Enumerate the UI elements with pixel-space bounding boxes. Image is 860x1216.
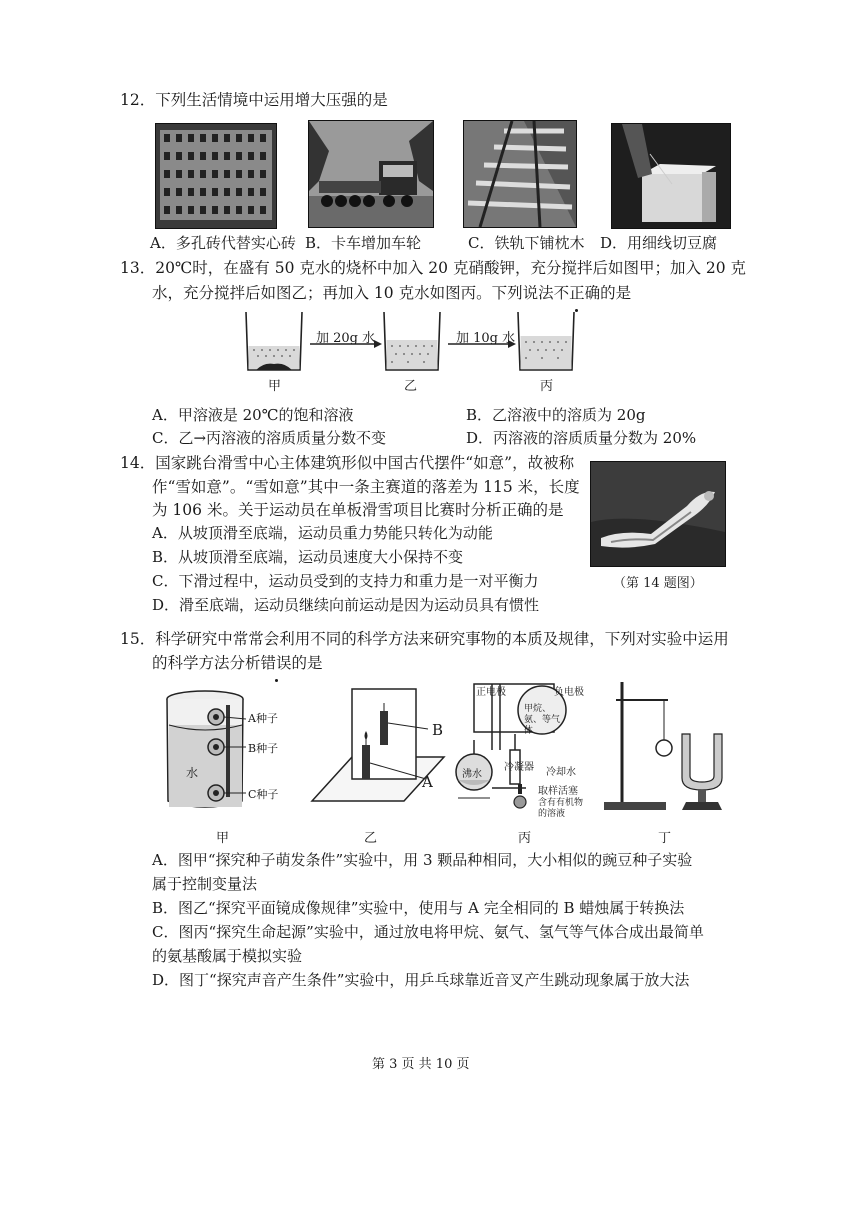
q13-option-b: B．乙溶液中的溶质为 20g xyxy=(466,406,646,424)
fig-jia-seed-beaker xyxy=(160,685,260,815)
q15-stem-text-b: 的是 xyxy=(291,654,323,672)
q13-beaker-bing-label: 丙 xyxy=(540,379,554,394)
q14-option-b: B．从坡顶滑至底端，运动员速度大小保持不变 xyxy=(152,548,464,566)
page-footer: 第 3 页 共 10 页 xyxy=(372,1057,470,1072)
fig-yi-caption: 乙 xyxy=(364,831,378,846)
fig-bing-valve-label: 取样活塞 xyxy=(538,786,578,797)
q13-stem-line1: 13．20℃时，在盛有 50 克水的烧杯中加入 20 克硝酸钾，充分搅拌后如图甲；加入 20 克 xyxy=(120,259,747,277)
q12-option-d: D．用细线切豆腐 xyxy=(600,234,718,252)
q15-stem-line1: 15．科学研究中常常会利用不同的科学方法来研究事物的本质及规律，下列对实验中运用 xyxy=(120,630,729,648)
q14-stem-line3: 为 106 米。关于运动员在单板滑雪项目比赛时分析正确的是 xyxy=(152,501,564,519)
fig-yi-label-b: B xyxy=(432,721,444,739)
q13-option-a: A．甲溶液是 20℃的饱和溶液 xyxy=(152,406,354,424)
q15-option-d: D．图丁“探究声音产生条件”实验中，用乒乓球靠近音叉产生跳动现象属于放大法 xyxy=(152,971,690,989)
q13-stem-text-b: 的是 xyxy=(600,284,632,302)
q13-emphasis: 不正确 xyxy=(554,281,601,306)
q13-beaker-jia-label: 甲 xyxy=(268,379,282,394)
q15-option-a-line1: A．图甲“探究种子萌发条件”实验中，用 3 颗品种相同，大小相似的豌豆种子实验 xyxy=(152,851,693,869)
q15-stem-line2 xyxy=(152,651,323,676)
fig-jia-water-label: 水 xyxy=(186,766,199,780)
q13-stem-text-a: 水，充分搅拌后如图乙；再加入 10 克水如图丙。下列说法 xyxy=(152,284,554,302)
q14-option-a: A．从坡顶滑至底端，运动员重力势能只转化为动能 xyxy=(152,524,493,542)
q12-option-b: B．卡车增加车轮 xyxy=(305,234,422,252)
q13-arrow1-label: 加 20g 水 xyxy=(316,331,376,346)
fig-bing-water-label: 沸水 xyxy=(462,769,482,780)
q14-figure-caption: （第 14 题图） xyxy=(613,576,703,591)
q15-option-c-line1: C．图丙“探究生命起源”实验中，通过放电将甲烷、氨气、氢气等气体合成出最简单 xyxy=(152,923,704,941)
fig-yi-label-a: A xyxy=(422,773,433,791)
fig-bing-condenser-label: 冷凝器 xyxy=(504,762,534,773)
fig-jia-seed-a-label: A种子 xyxy=(248,712,278,725)
photo-truck xyxy=(308,120,434,228)
beaker-jia xyxy=(246,312,302,370)
q14-stem-line2: 作“雪如意”。“雪如意”其中一条主赛道的落差为 115 米，长度 xyxy=(152,478,580,496)
photo-cutting-tofu xyxy=(611,123,731,229)
photo-porous-bricks xyxy=(155,123,277,229)
q15-option-c-line2: 的氨基酸属于模拟实验 xyxy=(152,947,303,965)
fig-yi-plane-mirror xyxy=(308,683,448,815)
fig-bing-neg-electrode: 负电极 xyxy=(554,687,584,698)
beaker-bing xyxy=(518,312,574,370)
q12-option-c: C．铁轨下铺枕木 xyxy=(468,234,585,252)
q15-emphasis: 错误 xyxy=(261,651,292,676)
q14-option-d: D．滑至底端，运动员继续向前运动是因为运动员具有惯性 xyxy=(152,596,540,614)
q13-option-d: D．丙溶液的溶质质量分数为 20% xyxy=(466,429,697,447)
q12-option-a: A．多孔砖代替实心砖 xyxy=(150,234,296,252)
fig-jia-caption: 甲 xyxy=(216,831,230,846)
q13-arrow2-label: 加 10g 水 xyxy=(456,331,516,346)
fig-ding-tuning-fork xyxy=(598,678,738,816)
fig-bing-pos-electrode: 正电极 xyxy=(476,687,506,698)
q15-option-b: B．图乙“探究平面镜成像规律”实验中，使用与 A 完全相同的 B 蜡烛属于转换法 xyxy=(152,899,685,917)
fig-bing-gas-label: 甲烷、氨、等气体 xyxy=(524,704,561,736)
q13-beaker-yi-label: 乙 xyxy=(404,379,418,394)
q14-stem-line1: 14．国家跳台滑雪中心主体建筑形似中国古代摆件“如意”，故被称 xyxy=(120,454,575,472)
fig-bing-caption: 丙 xyxy=(518,831,532,846)
q14-option-c: C．下滑过程中，运动员受到的支持力和重力是一对平衡力 xyxy=(152,572,539,590)
fig-jia-seed-c-label: C种子 xyxy=(248,788,279,801)
photo-rail-sleepers xyxy=(463,120,577,228)
fig-bing-cooling-water-label: 冷却水 xyxy=(546,767,576,778)
q13-option-c: C．乙→丙溶液的溶质质量分数不变 xyxy=(152,429,387,447)
q15-stem-text-a: 的科学方法分析 xyxy=(152,654,261,672)
q15-option-a-line2: 属于控制变量法 xyxy=(152,875,258,893)
beaker-yi xyxy=(384,312,440,370)
fig-jia-seed-b-label: B种子 xyxy=(248,742,279,755)
fig-ding-caption: 丁 xyxy=(658,831,672,846)
fig-bing-solution-label: 含有有机物的溶液 xyxy=(538,798,584,819)
photo-snow-ruyi xyxy=(590,461,726,567)
q12-stem: 12．下列生活情境中运用增大压强的是 xyxy=(120,91,388,109)
